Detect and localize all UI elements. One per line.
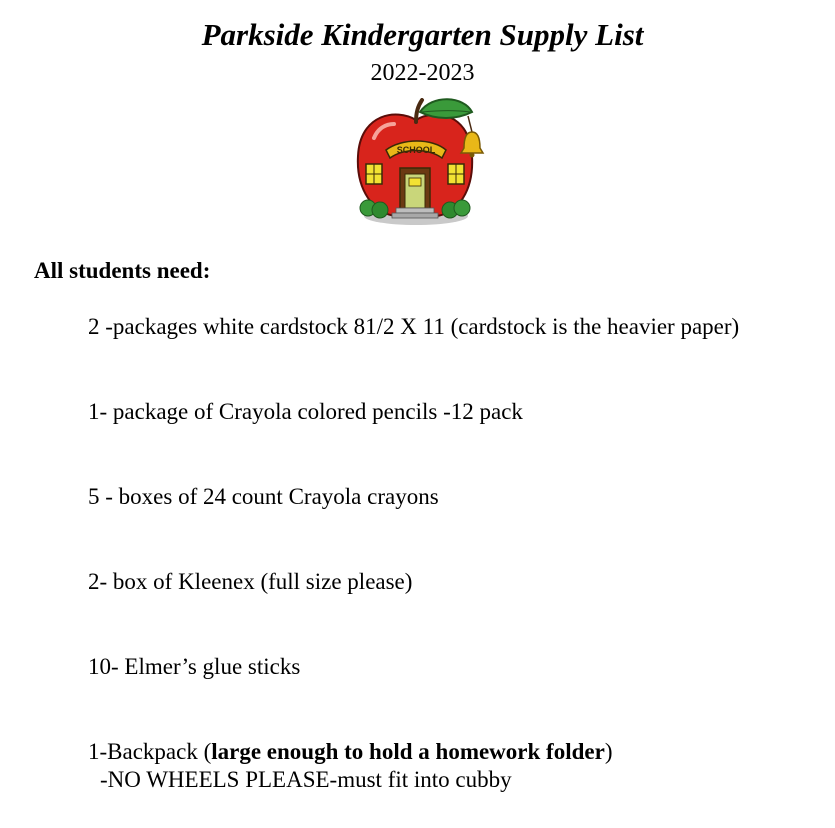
supply-item-cardstock: 2 -packages white cardstock 81/2 X 11 (cardstock is the heavier paper) (88, 314, 740, 339)
supply-item-kleenex: 2- box of Kleenex (full size please) (88, 569, 413, 594)
supply-item-glue-sticks: 10- Elmer’s glue sticks (88, 654, 301, 679)
supply-list (88, 312, 739, 822)
logo-sign-text: SCHOOL (396, 145, 436, 155)
supply-item-colored-pencils: 1- package of Crayola colored pencils -12 pack (88, 399, 523, 424)
supply-item-backpack (88, 737, 739, 822)
section-heading: All students need: (34, 258, 211, 283)
backpack-text-end: ) (604, 739, 613, 764)
backpack-size-requirement: large enough to hold a homework folder (211, 739, 605, 764)
backpack-text-start: 1-Backpack ( (88, 739, 212, 764)
school-year: 2022-2023 (370, 60, 475, 86)
backpack-wheels-note: -NO WHEELS PLEASE-must fit into cubby (100, 767, 512, 792)
supply-item-crayons: 5 - boxes of 24 count Crayola crayons (88, 484, 439, 509)
apple-schoolhouse-logo (352, 98, 492, 230)
page-title: Parkside Kindergarten Supply List (201, 17, 644, 52)
